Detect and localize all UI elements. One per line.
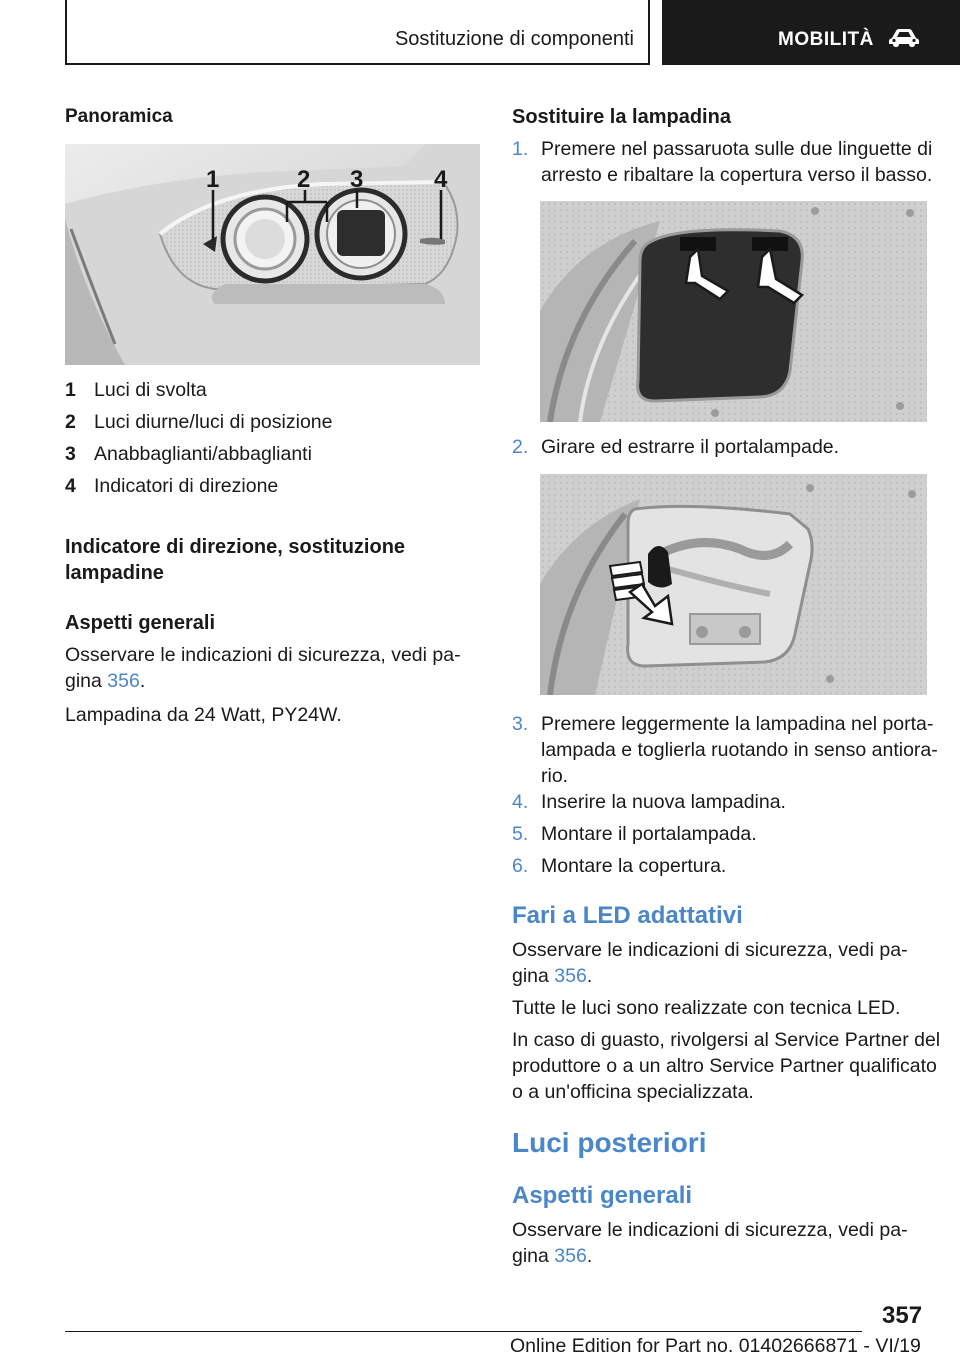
general-heading: Aspetti generali xyxy=(65,612,216,634)
indicator-heading-line2: lampadine xyxy=(65,562,164,584)
figure-label-4: 4 xyxy=(434,166,448,193)
page-ref-link[interactable]: 356 xyxy=(107,670,140,692)
figure-label-3: 3 xyxy=(350,166,364,193)
safety-text-line1: Osservare le indicazioni di sicurezza, vedi pa‐ xyxy=(65,644,461,666)
wheel-arch-cover-figure xyxy=(540,201,927,422)
rear-general-heading: Aspetti generali xyxy=(512,1182,693,1209)
chapter-title: Sostituzione di componenti xyxy=(394,28,634,50)
figure-label-2: 2 xyxy=(297,166,311,193)
header-section-box xyxy=(662,0,960,65)
led-text-2-line2: produttore o a un altro Service Partner qualificato xyxy=(512,1055,937,1077)
indicator-heading-line1: Indicatore di direzione, sostituzione xyxy=(65,536,406,558)
overview-heading: Panoramica xyxy=(65,106,173,127)
led-text-2-line3: o a un'officina specializzata. xyxy=(512,1081,754,1103)
page-number: 357 xyxy=(882,1302,923,1329)
rear-safety-line2: gina 356. xyxy=(512,1245,593,1267)
footer-divider xyxy=(65,1331,862,1332)
page-ref-link[interactable]: 356 xyxy=(554,965,587,987)
bulb-text: Lampadina da 24 Watt, PY24W. xyxy=(65,704,342,726)
figure-label-1: 1 xyxy=(206,166,220,193)
rear-safety-line1: Osservare le indicazioni di sicurezza, vedi pa‐ xyxy=(512,1219,908,1241)
led-safety-line2: gina 356. xyxy=(512,965,593,987)
header-chapter-box xyxy=(65,0,650,65)
led-text-1: Tutte le luci sono realizzate con tecnica LED. xyxy=(512,997,901,1019)
led-text-2-line1: In caso di guasto, rivolgersi al Service Partner del xyxy=(512,1029,941,1051)
edition-footer: Online Edition for Part no. 01402666871 - VI/19 xyxy=(510,1335,921,1357)
led-safety-line1: Osservare le indicazioni di sicurezza, vedi pa‐ xyxy=(512,939,908,961)
bulb-holder-figure xyxy=(540,474,927,695)
rear-lights-heading: Luci posteriori xyxy=(512,1127,707,1158)
replace-heading: Sostituire la lampadina xyxy=(512,106,731,128)
led-heading: Fari a LED adattativi xyxy=(512,902,743,929)
car-icon xyxy=(888,28,920,48)
page-ref-link[interactable]: 356 xyxy=(554,1245,587,1267)
headlight-figure xyxy=(65,144,480,365)
section-title: MOBILITÀ xyxy=(778,29,874,50)
safety-text-line2: gina 356. xyxy=(65,670,146,692)
